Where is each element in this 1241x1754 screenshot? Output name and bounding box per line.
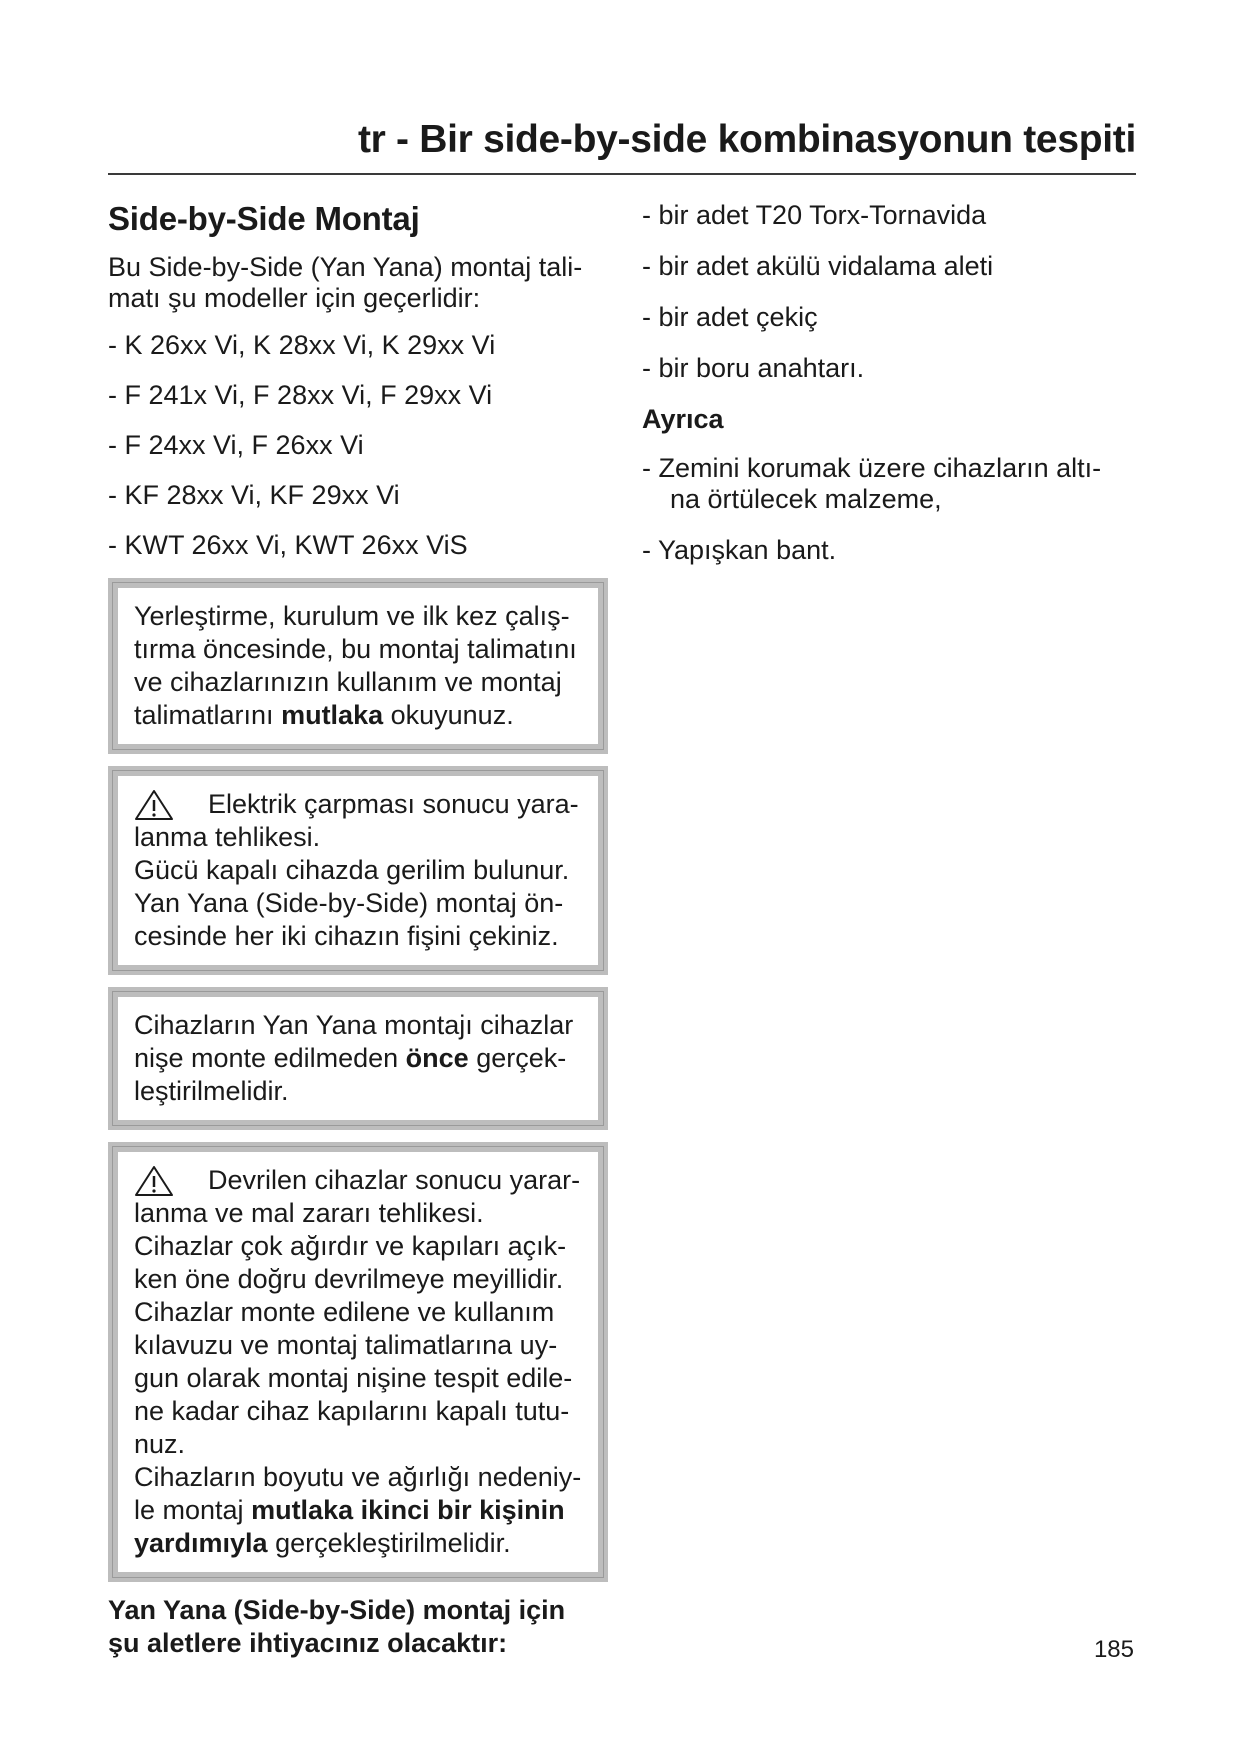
notice-line: Yerleştirme, kurulum ve ilk kez çalış-	[134, 601, 570, 631]
warning-title	[134, 1164, 584, 1197]
emphasis: mutlaka	[281, 700, 384, 730]
warning-title-text: Elektrik çarpması sonucu yara-	[208, 789, 579, 819]
warning-line: Cihazlar çok ağırdır ve kapıları açık-	[134, 1231, 567, 1261]
tool-list	[642, 200, 1142, 384]
header-divider	[108, 173, 1136, 175]
tools-heading-line: Yan Yana (Side-by-Side) montaj için	[108, 1595, 566, 1625]
warning-line	[134, 1527, 584, 1560]
tools-heading	[108, 1594, 613, 1660]
warning-text: gerçekleştirilmelidir.	[267, 1528, 511, 1558]
notice-line: leştirilmelidir.	[134, 1076, 289, 1106]
tool-item: - bir adet akülü vidalama aleti	[642, 251, 994, 281]
warning-line: gun olarak montaj nişine tespit edile-	[134, 1363, 573, 1393]
model-list	[108, 328, 613, 562]
warning-line: lanma tehlikesi.	[134, 822, 321, 852]
notice-text: nişe monte edilmeden	[134, 1043, 406, 1073]
warning-box-electric-shock	[108, 766, 608, 975]
emphasis: mutlaka ikinci bir kişinin	[251, 1495, 565, 1525]
also-item	[642, 453, 1142, 515]
warning-line: lanma ve mal zararı tehlikesi.	[134, 1198, 484, 1228]
left-column	[108, 200, 613, 1660]
notice-line: tırma öncesinde, bu montaj talimatını	[134, 634, 577, 664]
tool-item: - bir boru anahtarı.	[642, 353, 865, 383]
warning-line	[134, 1494, 584, 1527]
model-item: - KWT 26xx Vi, KWT 26xx ViS	[108, 530, 468, 560]
notice-text: okuyunuz.	[383, 700, 514, 730]
also-list	[642, 453, 1142, 566]
also-item: - Yapışkan bant.	[642, 535, 837, 565]
page-number: 185	[1093, 1636, 1134, 1663]
warning-line: Cihazlar monte edilene ve kullanım	[134, 1297, 555, 1327]
page-title: tr - Bir side-by-side kombinasyonun tespiti	[357, 118, 1136, 161]
warning-title	[134, 788, 584, 821]
right-column	[642, 200, 1142, 586]
notice-text: gerçek-	[468, 1043, 567, 1073]
warning-box-tipping	[108, 1142, 608, 1582]
warning-line: ne kadar cihaz kapılarını kapalı tutu-	[134, 1396, 570, 1426]
warning-line: ken öne doğru devrilmeye meyillidir.	[134, 1264, 564, 1294]
tool-item: - bir adet çekiç	[642, 302, 818, 332]
warning-line: Yan Yana (Side-by-Side) montaj ön-	[134, 888, 564, 918]
intro-line: Bu Side-by-Side (Yan Yana) montaj tali-	[108, 252, 583, 282]
intro-line: matı şu modeller için geçerlidir:	[108, 283, 481, 313]
warning-triangle-icon	[134, 1165, 174, 1197]
also-heading: Ayrıca	[642, 404, 724, 434]
tool-item: - bir adet T20 Torx-Tornavida	[642, 200, 987, 230]
notice-text: talimatlarını	[134, 700, 282, 730]
notice-box-read-instructions	[108, 578, 608, 754]
intro-paragraph	[108, 252, 608, 314]
notice-box-mount-before	[108, 987, 608, 1130]
emphasis: önce	[405, 1043, 469, 1073]
warning-line: Cihazların boyutu ve ağırlığı nedeniy-	[134, 1462, 582, 1492]
also-item-text: - Zemini korumak üzere cihazların altı-	[642, 453, 1102, 483]
warning-line: kılavuzu ve montaj talimatlarına uy-	[134, 1330, 558, 1360]
model-item: - F 24xx Vi, F 26xx Vi	[108, 430, 364, 460]
model-item: - F 241x Vi, F 28xx Vi, F 29xx Vi	[108, 380, 493, 410]
warning-triangle-icon	[134, 789, 174, 821]
tools-heading-line: şu aletlere ihtiyacınız olacaktır:	[108, 1628, 508, 1658]
model-item: - K 26xx Vi, K 28xx Vi, K 29xx Vi	[108, 330, 496, 360]
warning-line: nuz.	[134, 1429, 186, 1459]
model-item: - KF 28xx Vi, KF 29xx Vi	[108, 480, 400, 510]
notice-line	[134, 1042, 584, 1075]
notice-line	[134, 699, 584, 732]
warning-text: le montaj	[134, 1495, 252, 1525]
emphasis: yardımıyla	[134, 1528, 268, 1558]
warning-line: cesinde her iki cihazın fişini çekiniz.	[134, 921, 559, 951]
notice-line: ve cihazlarınızın kullanım ve montaj	[134, 667, 562, 697]
section-heading: Side-by-Side Montaj	[108, 200, 420, 237]
notice-line: Cihazların Yan Yana montajı cihazlar	[134, 1010, 574, 1040]
warning-line: Gücü kapalı cihazda gerilim bulunur.	[134, 855, 570, 885]
warning-title-text: Devrilen cihazlar sonucu yarar-	[208, 1165, 581, 1195]
also-item-text: na örtülecek malzeme,	[670, 484, 942, 514]
